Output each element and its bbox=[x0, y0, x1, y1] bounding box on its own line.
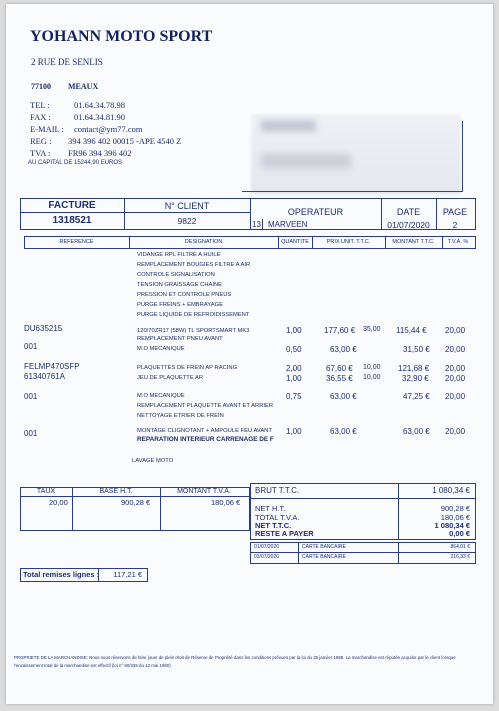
designation-text: REMPLACEMENT BOUGIES FILTRE A AIR bbox=[137, 262, 251, 268]
col-reference: REFERENCE bbox=[59, 239, 94, 245]
col-montant: MONTANT T.T.C. bbox=[392, 239, 435, 245]
reg-label: REG : bbox=[30, 136, 52, 146]
tel-label: TEL : bbox=[30, 100, 50, 110]
designation-text: TENSION GRAISSAGE CHAINE bbox=[137, 282, 223, 288]
facture-number: 1318521 bbox=[52, 215, 92, 226]
line-price: 177,60 € bbox=[324, 326, 356, 335]
col-designation: DESIGNATION bbox=[184, 239, 223, 245]
line-qty: 0,75 bbox=[286, 392, 302, 401]
tva-taux-value: 20,00 bbox=[49, 498, 68, 507]
tva-montant-label: MONTANT T.V.A. bbox=[177, 488, 231, 495]
email-value: contact@ym77.com bbox=[74, 124, 143, 134]
tva-label: TVA : bbox=[30, 148, 51, 158]
line-designation: REPARATION INTERIEUR CARRENAGE DE F bbox=[137, 436, 274, 443]
line-tva: 20,00 bbox=[445, 374, 466, 383]
line-amount: 115,44 € bbox=[396, 326, 427, 335]
reg-value: 394 396 402 00015 -APE 4540 Z bbox=[68, 136, 182, 146]
line-designation: 120/70ZR17 (58W) TL SPORTSMART MK3 bbox=[137, 328, 250, 334]
reste-value: 0,00 € bbox=[449, 529, 470, 538]
operator-code: 13 bbox=[252, 220, 261, 229]
net-ttc-value: 1 080,34 € bbox=[434, 521, 470, 530]
company-postal-code: 77100 bbox=[31, 82, 51, 91]
designation-text: PURGE FREINS + EMBRAYAGE bbox=[137, 302, 223, 308]
line-ref: 001 bbox=[24, 429, 38, 438]
divider bbox=[20, 496, 249, 497]
total-tva-value: 180,06 € bbox=[440, 513, 470, 522]
divider bbox=[298, 542, 299, 563]
remises-value: 117,21 € bbox=[113, 570, 142, 579]
col-tva: T.V.A. % bbox=[447, 239, 469, 245]
operator-label: OPERATEUR bbox=[287, 207, 344, 217]
operator-name: MARVEEN bbox=[268, 220, 308, 229]
tva-montant-value: 180,06 € bbox=[211, 498, 241, 507]
tel-value: 01.64.34.78.98 bbox=[74, 100, 125, 110]
divider bbox=[250, 498, 475, 499]
net-ttc-label: NET T.T.C. bbox=[255, 521, 292, 530]
designation-text: CONTROLE SIGNALISATION bbox=[137, 272, 215, 278]
facture-label: FACTURE bbox=[48, 200, 96, 211]
line-ref: 001 bbox=[24, 342, 38, 351]
line-discount: 10,00 bbox=[363, 374, 381, 381]
net-ht-value: 900,28 € bbox=[440, 504, 470, 513]
line-price: 67,60 € bbox=[326, 364, 353, 373]
payment-amount: 864,01 € bbox=[450, 544, 470, 550]
line-tva: 20,00 bbox=[445, 427, 466, 436]
line-ref: FELMP470SFP bbox=[24, 362, 80, 371]
line-discount: 35,00 bbox=[363, 326, 381, 333]
invoice-page bbox=[6, 4, 493, 704]
line-qty: 1,00 bbox=[286, 326, 302, 335]
line-amount: 63,00 € bbox=[403, 427, 430, 436]
net-ht-label: NET H.T. bbox=[255, 504, 286, 513]
designation-text: VIDANGE RPL FILTRE A HUILE bbox=[137, 252, 221, 258]
company-capital: AU CAPITAL DE 15244,90 EUROS bbox=[28, 160, 123, 166]
email-label: E-MAIL : bbox=[30, 124, 64, 134]
tva-value: FR96 394 396 402 bbox=[68, 148, 132, 158]
fax-label: FAX : bbox=[30, 112, 51, 122]
fax-value: 01.64.34.81.90 bbox=[74, 112, 125, 122]
line-designation: PLAQUETTES DE FREIN AP RACING bbox=[137, 365, 238, 371]
address-bracket bbox=[242, 121, 463, 192]
line-designation: LAVAGE MOTO bbox=[132, 458, 174, 464]
client-number: 9822 bbox=[177, 216, 197, 226]
brut-value: 1 080,34 € bbox=[432, 486, 470, 495]
designation-text: PRESSION ET CONTROLE PNEUS bbox=[137, 292, 232, 298]
payment-date: 01/07/2020 bbox=[254, 544, 280, 550]
line-tva: 20,00 bbox=[445, 326, 466, 335]
line-tva: 20,00 bbox=[445, 392, 466, 401]
tva-base-value: 900,28 € bbox=[121, 498, 151, 507]
line-designation: NETTOYAGE ETRIER DE FREIN bbox=[137, 413, 224, 419]
line-designation: M.O MECANIQUE bbox=[137, 346, 185, 352]
line-designation: MONTAGE CLIGNOTANT + AMPOULE FEU AVANT bbox=[137, 428, 272, 434]
line-tva: 20,00 bbox=[445, 345, 466, 354]
line-qty: 2,00 bbox=[286, 364, 302, 373]
designation-text: PURGE LIQUIDE DE REFROIDISSEMENT bbox=[137, 312, 250, 318]
legal-notice: PROPRIETE DE LA MARCHANDISE: Nous nous réservons de faire jouer de plein droit de Réserve de Propriété dans les conditions prévues par la loi du 25 janvier 1985. La marchandise est réputée acquise par le client lorsque l'encaissement total de la marchandise est effectif (loi n° 80/335 du 12 mai 1980) bbox=[14, 655, 456, 668]
line-qty: 1,00 bbox=[286, 427, 302, 436]
date-value: 01/07/2020 bbox=[387, 220, 430, 230]
divider bbox=[20, 212, 251, 213]
company-city: MEAUX bbox=[68, 82, 99, 91]
line-qty: 1,00 bbox=[286, 374, 302, 383]
remises-label: Total remises lignes : bbox=[23, 570, 100, 579]
tva-taux-label: TAUX bbox=[36, 488, 56, 495]
col-quantite: QUANTITE bbox=[281, 239, 309, 245]
line-ref: DU635215 bbox=[24, 324, 63, 333]
line-price: 36,55 € bbox=[326, 374, 353, 383]
line-amount: 47,25 € bbox=[403, 392, 430, 401]
brut-label: BRUT T.T.C. bbox=[255, 486, 300, 495]
company-name: YOHANN MOTO SPORT bbox=[30, 28, 213, 45]
line-ref: 61340761A bbox=[24, 372, 65, 381]
line-amount: 31,50 € bbox=[403, 345, 430, 354]
line-qty: 0,50 bbox=[286, 345, 302, 354]
line-amount: 32,90 € bbox=[402, 374, 429, 383]
line-price: 63,00 € bbox=[330, 345, 357, 354]
page-value: 2 bbox=[452, 220, 458, 230]
company-street: 2 RUE DE SENLIS bbox=[31, 57, 103, 67]
line-discount: 10,00 bbox=[363, 364, 381, 371]
line-designation: REMPLACEMENT PNEU AVANT bbox=[137, 336, 223, 342]
total-tva-label: TOTAL T.V.A. bbox=[255, 513, 300, 522]
line-ref: 001 bbox=[24, 392, 38, 401]
divider bbox=[250, 552, 475, 553]
tva-base-label: BASE H.T. bbox=[99, 488, 133, 495]
client-label: N° CLIENT bbox=[164, 201, 210, 211]
page-label: PAGE bbox=[442, 207, 468, 217]
payment-date: 03/07/2020 bbox=[254, 554, 280, 560]
payment-amount: 216,33 € bbox=[450, 554, 470, 560]
line-price: 63,00 € bbox=[330, 427, 357, 436]
line-designation: REMPLACEMENT PLAQUETTE AVANT ET ARRIER bbox=[137, 403, 274, 409]
date-label: DATE bbox=[396, 207, 421, 217]
divider bbox=[262, 219, 263, 229]
col-prix: PRIX UNIT. T.T.C. bbox=[326, 239, 371, 245]
reste-label: RESTE A PAYER bbox=[255, 529, 314, 538]
line-price: 63,00 € bbox=[330, 392, 357, 401]
payment-method: CARTE BANCAIRE bbox=[302, 554, 346, 560]
payment-method: CARTE BANCAIRE bbox=[302, 544, 346, 550]
line-amount: 121,68 € bbox=[398, 364, 430, 373]
line-designation: M.O MECANIQUE bbox=[137, 393, 185, 399]
line-tva: 20,00 bbox=[445, 364, 466, 373]
line-designation: JEU DE PLAQUETTE AR bbox=[137, 375, 204, 381]
